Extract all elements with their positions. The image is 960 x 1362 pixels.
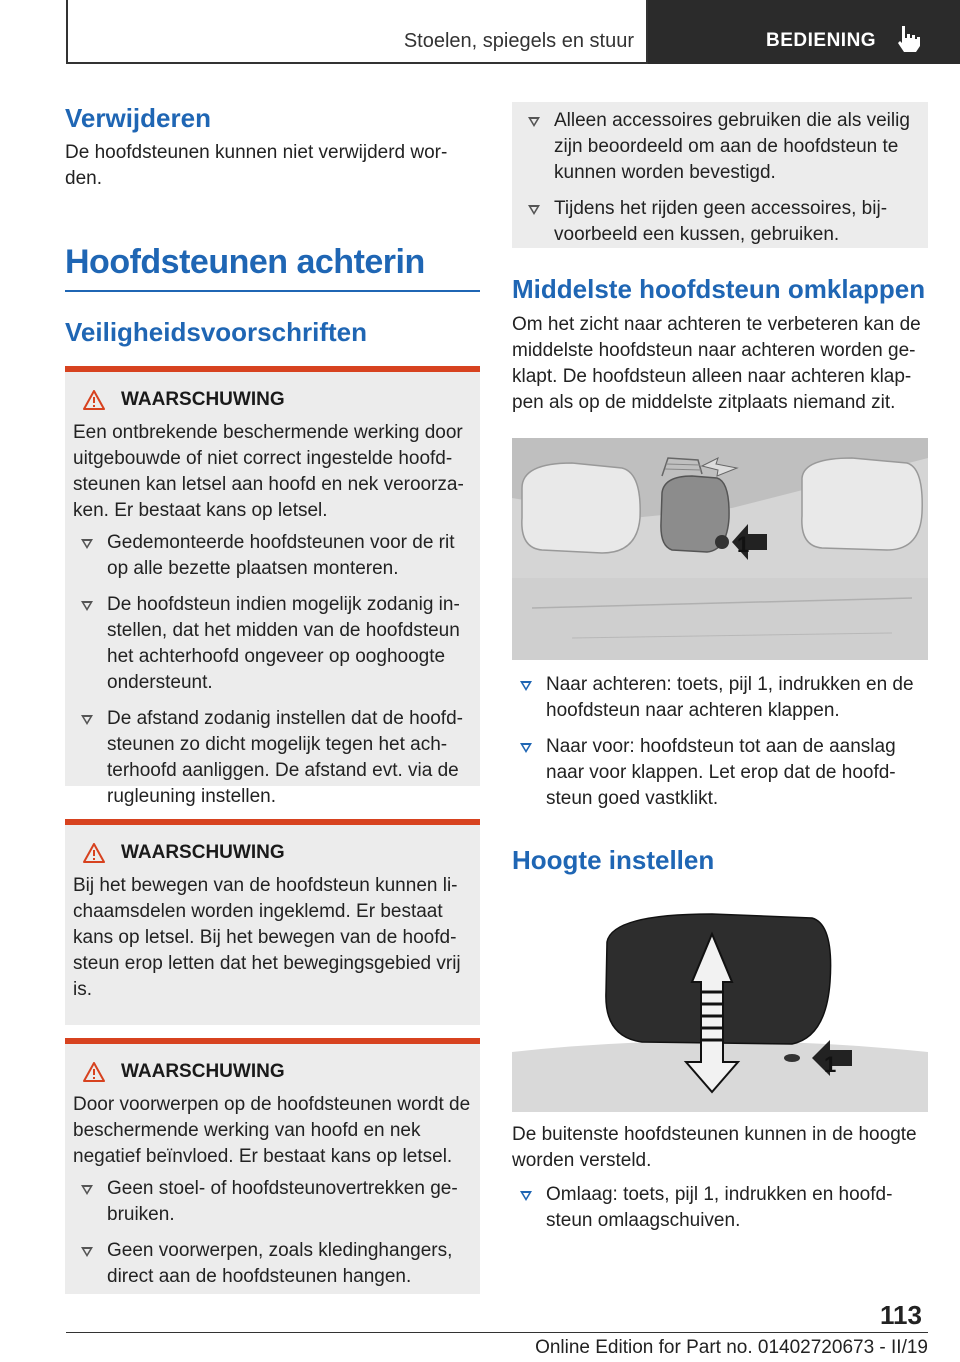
warning-triangle-icon	[83, 390, 105, 410]
header-chapter-box	[648, 0, 960, 64]
rear-seat-headrest-fold-image	[512, 438, 928, 660]
headrest-height-image	[512, 912, 928, 1112]
remove-text: De hoofdsteunen kunnen niet verwijderd wor-den.	[65, 142, 448, 189]
list-item: Naar voor: hoofdsteun tot aan de aanslag naar voor klappen. Let erop dat de hoofd-steun goed vastklikt.	[512, 734, 928, 812]
warning-continuation-box	[512, 102, 928, 248]
remove-heading: Verwijderen	[65, 103, 211, 133]
list-item: Omlaag: toets, pijl 1, indrukken en hoofd-steun omlaagschuiven.	[512, 1182, 928, 1234]
right-column	[512, 102, 928, 1244]
warning-label: WAARSCHUWING	[121, 842, 285, 863]
warning-label: WAARSCHUWING	[121, 389, 285, 410]
warning-label: WAARSCHUWING	[121, 1061, 285, 1082]
fold-text: Om het zicht naar achteren te verbeteren kan de middelste hoofdsteun naar achteren worden ge-klapt. De hoofdsteun alleen naar achteren klap-pen als op de middelste zitplaats niemand zit.	[512, 314, 921, 413]
section-title: Stoelen, spiegels en stuur	[403, 30, 634, 52]
list-item: Gedemonteerde hoofdsteunen voor de rit op alle bezette plaatsen monteren.	[73, 530, 472, 582]
warning-text: Bij het bewegen van de hoofdsteun kunnen li-chaamsdelen worden ingeklemd. Er bestaat kans op letsel. Bij het bewegen van de hoofd-steun erop letten dat het bewegingsgebied vrij is.	[73, 875, 461, 1000]
chapter-title: BEDIENING	[766, 30, 877, 51]
list-item: Naar achteren: toets, pijl 1, indrukken en de hoofdsteun naar achteren klappen.	[512, 672, 928, 724]
edition-text: Online Edition for Part no. 01402720673 - II/19	[535, 1337, 928, 1358]
warning-triangle-icon	[83, 843, 105, 863]
list-item: De hoofdsteun indien mogelijk zodanig in-stellen, dat het midden van de hoofdsteun het achterhoofd ongeveer op ooghoogte ondersteunt.	[73, 592, 472, 696]
callout-label: 1	[737, 532, 750, 557]
height-heading: Hoogte instellen	[512, 845, 715, 875]
list-item: Geen stoel- of hoofdsteunovertrekken ge-bruiken.	[73, 1176, 472, 1228]
callout-label: 1	[824, 1052, 837, 1077]
list-item: De afstand zodanig instellen dat de hoofd-steunen zo dicht mogelijk tegen het ach-terhoofd aanliggen. De afstand evt. via de rugleuning instellen.	[73, 706, 472, 810]
hand-pointer-icon	[894, 24, 922, 54]
warning-box-1	[65, 366, 480, 807]
list-item: Tijdens het rijden geen accessoires, bij-voorbeeld een kussen, gebruiken.	[520, 196, 920, 248]
warning-text: Door voorwerpen op de hoofdsteunen wordt de beschermende werking van hoofd en nek negatief beïnvloed. Er bestaat kans op letsel.	[73, 1094, 471, 1167]
list-item: Geen voorwerpen, zoals kledinghangers, direct aan de hoofdsteunen hangen.	[73, 1238, 472, 1290]
warning-box-3	[65, 1038, 480, 1294]
headrest-height-illustration	[512, 912, 928, 1112]
left-column	[65, 102, 480, 1294]
warning-triangle-icon	[83, 1062, 105, 1082]
warning-text: Een ontbrekende beschermende werking door uitgebouwde of niet correct ingestelde hoofd-steunen kan letsel aan hoofd en nek veroorza-ken. Er bestaat kans op letsel.	[73, 422, 464, 521]
height-text: De buitenste hoofdsteunen kunnen in de hoogte worden versteld.	[512, 1124, 917, 1171]
safety-heading: Veiligheidsvoorschriften	[65, 317, 367, 347]
page-number: 113	[880, 1300, 922, 1330]
list-item: Alleen accessoires gebruiken die als veilig zijn beoordeeld om aan de hoofdsteun te kunnen worden bevestigd.	[520, 108, 920, 186]
footer-rule	[66, 1332, 928, 1333]
headrest-fold-illustration	[512, 438, 928, 660]
warning-box-2	[65, 819, 480, 1025]
fold-heading: Middelste hoofdsteun omklappen	[512, 274, 926, 304]
header-section-box	[66, 0, 648, 64]
main-heading: Hoofdsteunen achterin	[65, 243, 425, 281]
